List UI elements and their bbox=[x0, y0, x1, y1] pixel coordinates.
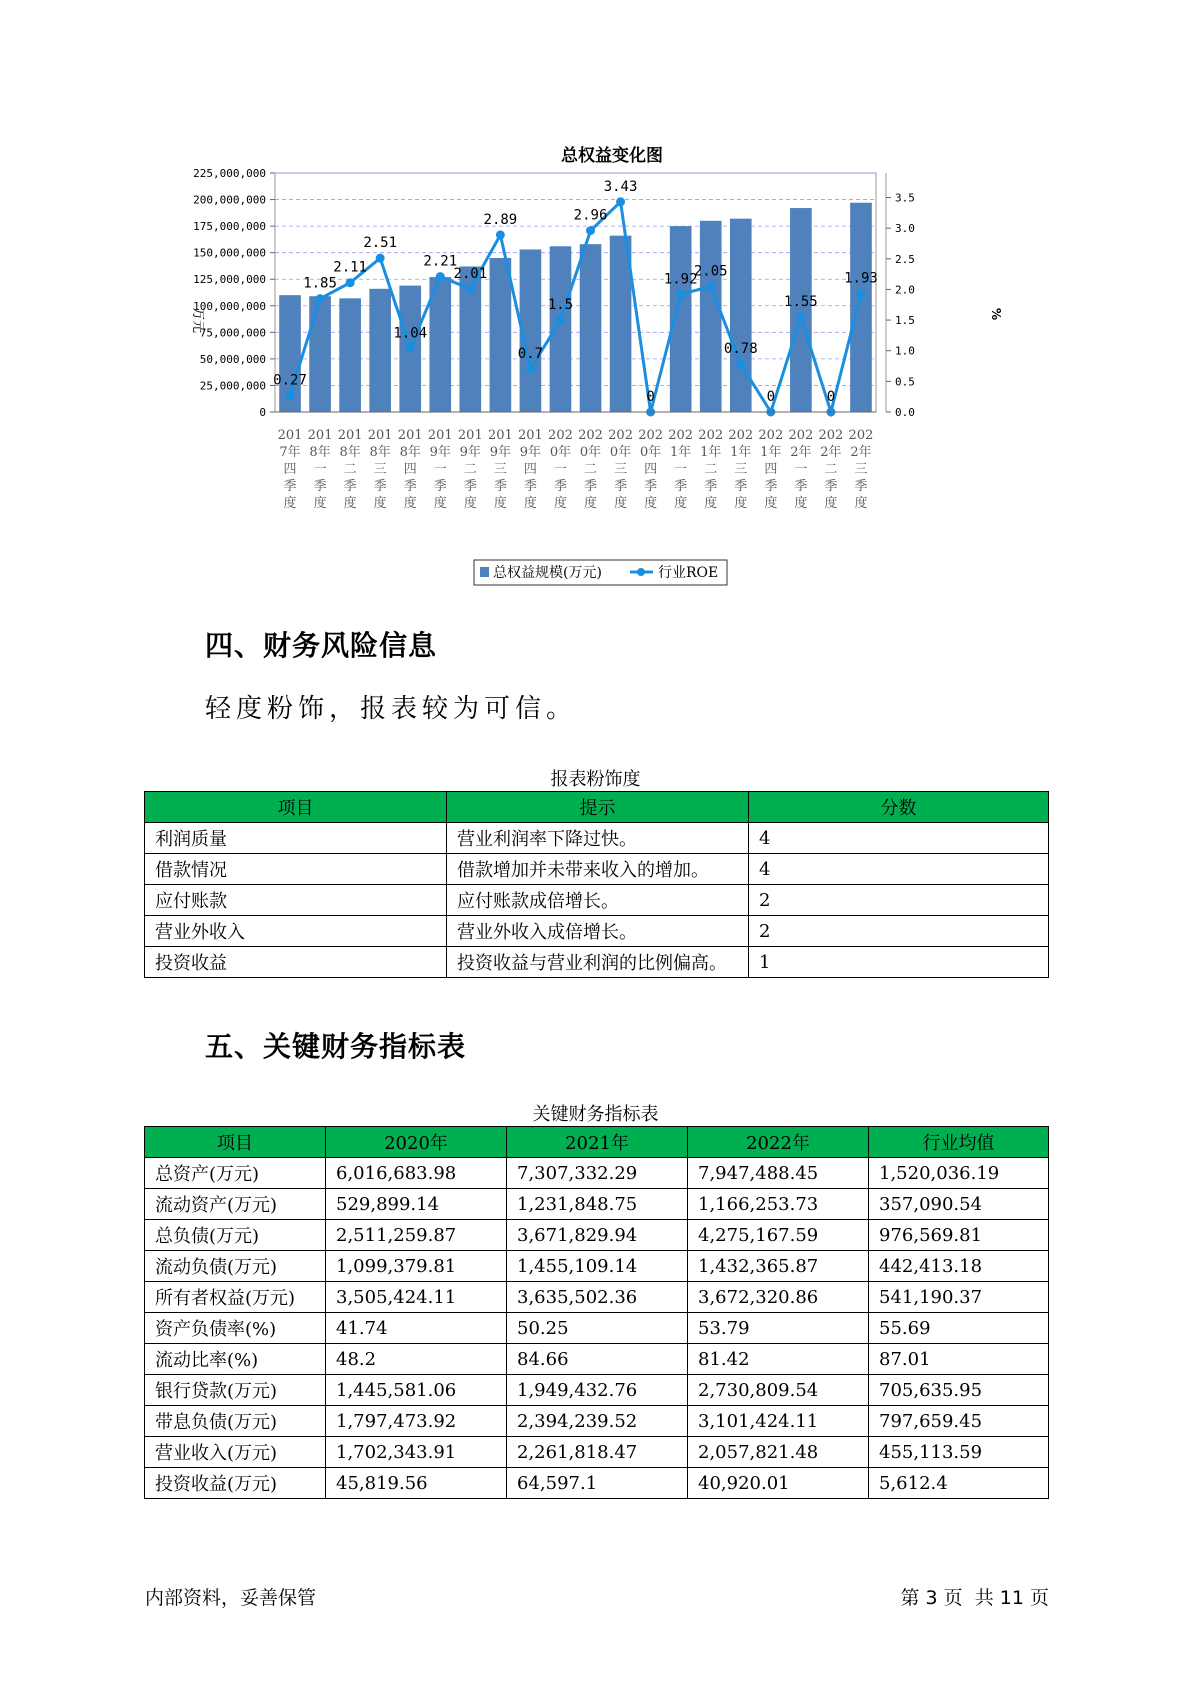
roe-data-label: 2.96 bbox=[573, 207, 608, 224]
x-tick-label: 三 bbox=[734, 462, 748, 477]
table-cell: 541,190.37 bbox=[869, 1282, 1049, 1313]
x-tick-label: 四 bbox=[523, 462, 537, 477]
roe-point bbox=[586, 226, 595, 235]
table-cell: 投资收益 bbox=[145, 947, 447, 978]
table-row bbox=[145, 854, 1049, 885]
column-header: 项目 bbox=[145, 792, 447, 823]
x-tick-label: 202 bbox=[788, 428, 814, 443]
bar bbox=[580, 244, 602, 412]
x-tick-label: 度 bbox=[373, 496, 387, 511]
footer-page-number: 第 3 页 共 11 页 bbox=[900, 1587, 1049, 1609]
x-tick-label: 度 bbox=[283, 496, 297, 511]
table-row bbox=[145, 1282, 1049, 1313]
x-tick-label: 季 bbox=[463, 479, 477, 494]
table-row bbox=[145, 1313, 1049, 1344]
x-tick-label: 202 bbox=[548, 428, 573, 443]
table-row bbox=[145, 1220, 1049, 1251]
column-header: 2020年 bbox=[326, 1127, 507, 1158]
table-cell: 1 bbox=[749, 947, 1049, 978]
roe-data-label: 1.85 bbox=[303, 275, 337, 292]
table-cell: 45,819.56 bbox=[326, 1468, 507, 1499]
y-right-tick-label: 0.5 bbox=[895, 375, 915, 389]
table-cell: 84.66 bbox=[507, 1344, 688, 1375]
x-tick-label: 季 bbox=[704, 479, 718, 494]
x-tick-label: 202 bbox=[638, 428, 664, 443]
roe-data-label: 0.7 bbox=[517, 346, 544, 363]
table-cell: 1,445,581.06 bbox=[326, 1375, 507, 1406]
x-tick-label: 202 bbox=[578, 428, 603, 443]
table-cell: 357,090.54 bbox=[869, 1189, 1049, 1220]
x-tick-label: 一 bbox=[674, 462, 688, 477]
table-cell: 3,671,829.94 bbox=[507, 1220, 688, 1251]
table-cell: 41.74 bbox=[326, 1313, 507, 1344]
y-left-tick-label: 125,000,000 bbox=[193, 273, 266, 287]
metrics-table bbox=[144, 1126, 1049, 1499]
table-cell: 55.69 bbox=[869, 1313, 1049, 1344]
table-cell: 2,511,259.87 bbox=[326, 1220, 507, 1251]
y-right-tick-label: 1.0 bbox=[895, 344, 915, 358]
roe-data-label: 0.27 bbox=[273, 372, 307, 389]
x-tick-label: 201 bbox=[457, 428, 483, 443]
y-right-tick-label: 3.0 bbox=[895, 222, 915, 236]
x-tick-label: 201 bbox=[307, 428, 333, 443]
chart-title: 总权益变化图 bbox=[561, 146, 663, 166]
x-tick-label: 202 bbox=[608, 428, 633, 443]
equity-chart bbox=[170, 140, 1030, 600]
x-tick-label: 度 bbox=[704, 496, 718, 511]
x-tick-label: 1年 bbox=[760, 445, 782, 460]
column-header: 项目 bbox=[145, 1127, 326, 1158]
x-tick-label: 季 bbox=[764, 479, 778, 494]
table-cell: 借款增加并未带来收入的增加。 bbox=[447, 854, 749, 885]
roe-data-label: 2.11 bbox=[333, 259, 367, 276]
roe-data-label: 1.5 bbox=[547, 297, 574, 314]
table-row bbox=[145, 1251, 1049, 1282]
roe-point bbox=[466, 284, 475, 293]
y-left-tick-label: 75,000,000 bbox=[199, 326, 266, 340]
table-row bbox=[145, 885, 1049, 916]
x-tick-label: 1年 bbox=[700, 445, 722, 460]
x-tick-label: 202 bbox=[668, 428, 694, 443]
y-left-tick-label: 50,000,000 bbox=[199, 352, 266, 366]
x-tick-label: 四 bbox=[644, 462, 658, 477]
x-tick-label: 度 bbox=[734, 496, 748, 511]
bar bbox=[730, 219, 752, 412]
x-tick-label: 度 bbox=[764, 496, 778, 511]
table-cell: 4 bbox=[749, 854, 1049, 885]
table-cell: 1,455,109.14 bbox=[507, 1251, 688, 1282]
y-right-tick-label: 2.5 bbox=[895, 252, 915, 266]
roe-point bbox=[346, 278, 355, 287]
footer-confidential: 内部资料，妥善保管 bbox=[145, 1587, 317, 1609]
x-tick-label: 度 bbox=[403, 496, 417, 511]
y-right-tick-label: 2.0 bbox=[895, 283, 915, 297]
table-cell: 2,394,239.52 bbox=[507, 1406, 688, 1437]
x-tick-label: 季 bbox=[373, 479, 387, 494]
table-header-row bbox=[145, 792, 1049, 823]
table-cell: 2,730,809.54 bbox=[688, 1375, 869, 1406]
x-tick-label: 季 bbox=[553, 479, 567, 494]
x-tick-label: 季 bbox=[794, 479, 808, 494]
roe-data-label: 2.01 bbox=[453, 265, 488, 282]
table-cell: 1,520,036.19 bbox=[869, 1158, 1049, 1189]
legend-line-marker bbox=[637, 568, 645, 576]
table-cell: 6,016,683.98 bbox=[326, 1158, 507, 1189]
table-cell: 银行贷款(万元) bbox=[145, 1375, 326, 1406]
table-cell: 4 bbox=[749, 823, 1049, 854]
x-tick-label: 季 bbox=[584, 479, 598, 494]
x-tick-label: 8年 bbox=[339, 445, 361, 460]
x-tick-label: 三 bbox=[854, 462, 868, 477]
table-cell: 所有者权益(万元) bbox=[145, 1282, 326, 1313]
roe-data-label: 1.04 bbox=[393, 325, 428, 342]
roe-data-label: 2.51 bbox=[363, 235, 398, 252]
y-axis-left-label: 万元 bbox=[190, 306, 205, 334]
table-cell: 7,307,332.29 bbox=[507, 1158, 688, 1189]
y-right-tick-label: 1.5 bbox=[895, 314, 915, 328]
x-tick-label: 201 bbox=[367, 428, 393, 443]
y-left-tick-label: 150,000,000 bbox=[193, 246, 266, 260]
table-row bbox=[145, 1406, 1049, 1437]
roe-data-label: 0 bbox=[766, 389, 776, 405]
column-header: 2021年 bbox=[507, 1127, 688, 1158]
table-cell: 2,261,818.47 bbox=[507, 1437, 688, 1468]
y-left-tick-label: 200,000,000 bbox=[193, 193, 266, 207]
y-left-tick-label: 0 bbox=[259, 406, 266, 419]
chart-legend bbox=[474, 560, 727, 585]
table-cell: 应付账款 bbox=[145, 885, 447, 916]
roe-data-label: 1.92 bbox=[663, 271, 698, 288]
roe-point bbox=[616, 197, 625, 206]
x-tick-label: 202 bbox=[728, 428, 754, 443]
table-cell: 7,947,488.45 bbox=[688, 1158, 869, 1189]
table-row bbox=[145, 1344, 1049, 1375]
x-tick-label: 季 bbox=[403, 479, 417, 494]
x-tick-label: 季 bbox=[523, 479, 537, 494]
section5-heading: 五、关键财务指标表 bbox=[205, 1030, 467, 1063]
table-row bbox=[145, 1468, 1049, 1499]
bar bbox=[339, 298, 361, 412]
x-tick-label: 度 bbox=[313, 496, 327, 511]
bar bbox=[547, 246, 574, 412]
roe-data-label: 2.21 bbox=[423, 253, 458, 270]
table-cell: 48.2 bbox=[326, 1344, 507, 1375]
legend-bar-swatch bbox=[480, 567, 489, 577]
roe-data-label: 1.93 bbox=[844, 270, 878, 287]
roe-data-label: 0.78 bbox=[723, 341, 758, 358]
x-tick-label: 度 bbox=[553, 496, 567, 511]
x-tick-label: 度 bbox=[644, 496, 658, 511]
y-left-tick-label: 175,000,000 bbox=[193, 220, 266, 234]
x-tick-label: 8年 bbox=[399, 445, 421, 460]
x-tick-label: 8年 bbox=[309, 445, 331, 460]
x-tick-label: 一 bbox=[553, 462, 567, 477]
table-cell: 1,166,253.73 bbox=[688, 1189, 869, 1220]
x-tick-label: 度 bbox=[854, 496, 868, 511]
x-tick-label: 季 bbox=[734, 479, 748, 494]
x-tick-label: 度 bbox=[343, 496, 357, 511]
x-tick-label: 度 bbox=[523, 496, 537, 511]
y-right-tick-label: 0.0 bbox=[895, 406, 915, 419]
x-tick-label: 7年 bbox=[279, 445, 301, 460]
x-tick-label: 202 bbox=[848, 428, 874, 443]
x-tick-label: 季 bbox=[433, 479, 447, 494]
table-row bbox=[145, 916, 1049, 947]
roe-point bbox=[316, 294, 325, 303]
x-tick-label: 202 bbox=[758, 428, 784, 443]
bar bbox=[850, 203, 872, 412]
table-cell: 1,702,343.91 bbox=[326, 1437, 507, 1468]
table-cell: 投资收益(万元) bbox=[145, 1468, 326, 1499]
roe-data-label: 0 bbox=[646, 389, 655, 405]
table-row bbox=[145, 823, 1049, 854]
table-cell: 81.42 bbox=[688, 1344, 869, 1375]
x-tick-label: 202 bbox=[818, 428, 844, 443]
table-cell: 投资收益与营业利润的比例偏高。 bbox=[447, 947, 749, 978]
x-tick-label: 8年 bbox=[369, 445, 391, 460]
table-cell: 3,635,502.36 bbox=[507, 1282, 688, 1313]
column-header: 行业均值 bbox=[869, 1127, 1049, 1158]
bar bbox=[790, 208, 812, 412]
section4-heading: 四、财务风险信息 bbox=[205, 629, 438, 662]
table-cell: 4,275,167.59 bbox=[688, 1220, 869, 1251]
x-tick-label: 一 bbox=[433, 462, 447, 477]
x-tick-label: 二 bbox=[584, 462, 598, 477]
roe-point bbox=[526, 365, 535, 374]
x-tick-label: 季 bbox=[854, 479, 868, 494]
table-row bbox=[145, 1189, 1049, 1220]
table-cell: 流动负债(万元) bbox=[145, 1251, 326, 1282]
roe-data-label: 0 bbox=[826, 389, 836, 405]
table-header-row bbox=[145, 1127, 1049, 1158]
roe-point bbox=[556, 316, 565, 325]
table-cell: 2 bbox=[749, 885, 1049, 916]
roe-point bbox=[736, 360, 745, 369]
table-cell: 40,920.01 bbox=[688, 1468, 869, 1499]
table-cell: 1,099,379.81 bbox=[326, 1251, 507, 1282]
x-tick-label: 一 bbox=[313, 462, 327, 477]
x-tick-label: 9年 bbox=[459, 445, 481, 460]
table-cell: 借款情况 bbox=[145, 854, 447, 885]
table-cell: 976,569.81 bbox=[869, 1220, 1049, 1251]
table-cell: 营业利润率下降过快。 bbox=[447, 823, 749, 854]
roe-point bbox=[856, 289, 865, 298]
table-cell: 应付账款成倍增长。 bbox=[447, 885, 749, 916]
y-right-tick-label: 3.5 bbox=[895, 191, 915, 205]
table-row bbox=[145, 1158, 1049, 1189]
table-cell: 总负债(万元) bbox=[145, 1220, 326, 1251]
x-tick-label: 度 bbox=[493, 496, 507, 511]
table-cell: 2,057,821.48 bbox=[688, 1437, 869, 1468]
risk-summary: 轻度粉饰，报表较为可信。 bbox=[205, 694, 578, 724]
x-tick-label: 四 bbox=[764, 462, 778, 477]
roe-point bbox=[706, 282, 715, 291]
x-tick-label: 度 bbox=[674, 496, 688, 511]
table-cell: 带息负债(万元) bbox=[145, 1406, 326, 1437]
bar bbox=[700, 221, 722, 412]
table-cell: 442,413.18 bbox=[869, 1251, 1049, 1282]
x-tick-label: 一 bbox=[794, 462, 808, 477]
x-tick-label: 度 bbox=[794, 496, 808, 511]
x-tick-label: 季 bbox=[644, 479, 658, 494]
x-tick-label: 0年 bbox=[549, 445, 572, 460]
x-tick-label: 0年 bbox=[609, 445, 632, 460]
x-tick-label: 0年 bbox=[639, 445, 662, 460]
x-tick-label: 二 bbox=[704, 462, 718, 477]
roe-point bbox=[436, 272, 445, 281]
table-cell: 利润质量 bbox=[145, 823, 447, 854]
x-tick-label: 2年 bbox=[790, 445, 812, 460]
roe-data-label: 3.43 bbox=[603, 178, 638, 195]
x-tick-label: 1年 bbox=[730, 445, 752, 460]
table-cell: 1,432,365.87 bbox=[688, 1251, 869, 1282]
column-header: 2022年 bbox=[688, 1127, 869, 1158]
roe-point bbox=[796, 313, 805, 322]
x-tick-label: 201 bbox=[487, 428, 513, 443]
x-tick-label: 季 bbox=[824, 479, 838, 494]
bar bbox=[369, 289, 391, 412]
x-tick-label: 四 bbox=[403, 462, 417, 477]
x-tick-label: 度 bbox=[584, 496, 598, 511]
table-cell: 流动比率(%) bbox=[145, 1344, 326, 1375]
y-left-tick-label: 100,000,000 bbox=[193, 299, 266, 313]
x-tick-label: 度 bbox=[433, 496, 447, 511]
legend-line-label: 行业ROE bbox=[658, 565, 719, 581]
roe-data-label: 2.89 bbox=[483, 211, 518, 228]
table-cell: 50.25 bbox=[507, 1313, 688, 1344]
x-tick-label: 201 bbox=[427, 428, 453, 443]
table-cell: 1,949,432.76 bbox=[507, 1375, 688, 1406]
table-cell: 总资产(万元) bbox=[145, 1158, 326, 1189]
column-header: 分数 bbox=[749, 792, 1049, 823]
x-tick-label: 1年 bbox=[670, 445, 692, 460]
x-tick-label: 季 bbox=[674, 479, 688, 494]
roe-point bbox=[286, 391, 295, 400]
x-tick-label: 201 bbox=[277, 428, 303, 443]
roe-data-label: 2.05 bbox=[693, 263, 728, 280]
x-tick-label: 三 bbox=[614, 462, 628, 477]
x-tick-label: 9年 bbox=[519, 445, 542, 460]
x-tick-label: 9年 bbox=[429, 445, 451, 460]
y-axis-right-label: % bbox=[989, 307, 1003, 321]
bar bbox=[490, 258, 512, 412]
table-cell: 53.79 bbox=[688, 1313, 869, 1344]
y-left-tick-label: 225,000,000 bbox=[193, 167, 266, 180]
x-tick-label: 2年 bbox=[850, 445, 872, 460]
column-header: 提示 bbox=[447, 792, 749, 823]
x-tick-label: 二 bbox=[463, 462, 477, 477]
x-tick-label: 度 bbox=[824, 496, 838, 511]
bar bbox=[309, 296, 331, 412]
x-tick-label: 季 bbox=[493, 479, 507, 494]
x-tick-label: 三 bbox=[373, 462, 387, 477]
x-tick-label: 季 bbox=[614, 479, 628, 494]
legend-bar-label: 总权益规模(万元) bbox=[493, 565, 602, 581]
x-tick-label: 季 bbox=[343, 479, 357, 494]
table-row bbox=[145, 1437, 1049, 1468]
table-cell: 资产负债率(%) bbox=[145, 1313, 326, 1344]
x-tick-label: 二 bbox=[343, 462, 357, 477]
x-tick-label: 二 bbox=[824, 462, 838, 477]
x-tick-label: 度 bbox=[614, 496, 628, 511]
table-cell: 营业外收入成倍增长。 bbox=[447, 916, 749, 947]
x-tick-label: 三 bbox=[493, 462, 507, 477]
roe-point bbox=[376, 254, 385, 263]
roe-data-label: 1.55 bbox=[784, 294, 818, 311]
x-tick-label: 201 bbox=[518, 428, 543, 443]
table-cell: 705,635.95 bbox=[869, 1375, 1049, 1406]
x-tick-label: 202 bbox=[698, 428, 724, 443]
y-left-tick-label: 25,000,000 bbox=[199, 379, 266, 393]
table-cell: 1,797,473.92 bbox=[326, 1406, 507, 1437]
table-cell: 3,672,320.86 bbox=[688, 1282, 869, 1313]
table-cell: 流动资产(万元) bbox=[145, 1189, 326, 1220]
table-cell: 营业收入(万元) bbox=[145, 1437, 326, 1468]
table-cell: 64,597.1 bbox=[507, 1468, 688, 1499]
x-tick-label: 0年 bbox=[579, 445, 602, 460]
metrics-table-caption: 关键财务指标表 bbox=[532, 1104, 659, 1125]
x-tick-label: 201 bbox=[337, 428, 363, 443]
table-cell: 3,505,424.11 bbox=[326, 1282, 507, 1313]
x-tick-label: 度 bbox=[463, 496, 477, 511]
table-cell: 529,899.14 bbox=[326, 1189, 507, 1220]
risk-table-caption: 报表粉饰度 bbox=[550, 769, 641, 790]
x-tick-label: 季 bbox=[283, 479, 297, 494]
table-cell: 2 bbox=[749, 916, 1049, 947]
x-tick-label: 季 bbox=[313, 479, 327, 494]
x-tick-label: 2年 bbox=[820, 445, 842, 460]
x-tick-label: 201 bbox=[397, 428, 423, 443]
table-cell: 87.01 bbox=[869, 1344, 1049, 1375]
table-cell: 455,113.59 bbox=[869, 1437, 1049, 1468]
table-cell: 营业外收入 bbox=[145, 916, 447, 947]
table-row bbox=[145, 947, 1049, 978]
roe-point bbox=[676, 290, 685, 299]
table-cell: 797,659.45 bbox=[869, 1406, 1049, 1437]
x-tick-label: 9年 bbox=[489, 445, 512, 460]
table-cell: 5,612.4 bbox=[869, 1468, 1049, 1499]
roe-point bbox=[496, 230, 505, 239]
risk-table bbox=[144, 791, 1049, 978]
table-row bbox=[145, 1375, 1049, 1406]
roe-point bbox=[406, 344, 415, 353]
x-tick-label: 四 bbox=[283, 462, 297, 477]
table-cell: 3,101,424.11 bbox=[688, 1406, 869, 1437]
table-cell: 1,231,848.75 bbox=[507, 1189, 688, 1220]
